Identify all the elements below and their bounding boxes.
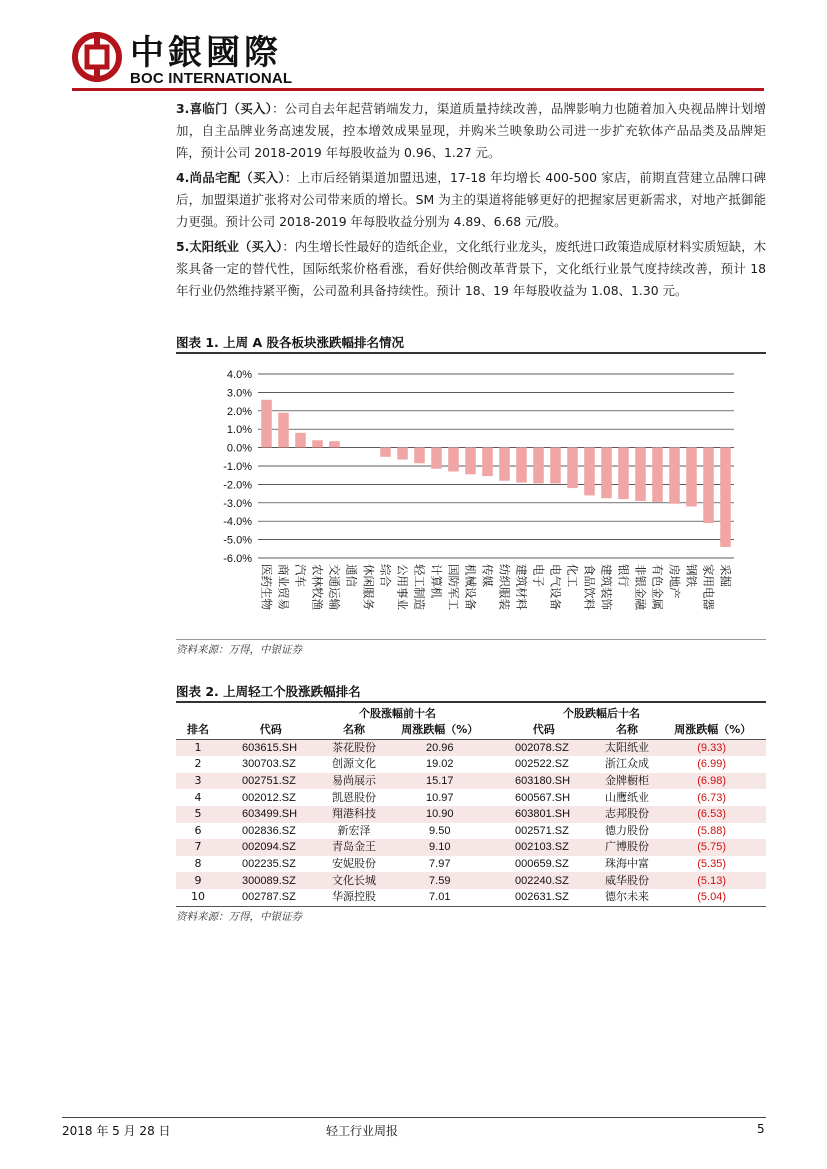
x-category-label: 休闲服务	[361, 564, 376, 610]
paragraph-shangpin	[176, 167, 766, 233]
bar-16	[533, 448, 544, 484]
bottom-code-cell: 002522.SZ	[514, 758, 569, 771]
y-tick-label: -1.0%	[223, 461, 252, 473]
bar-25	[686, 448, 697, 507]
top-change-cell: 9.50	[429, 824, 451, 837]
bottom-change-cell: (6.53)	[660, 806, 766, 823]
table-row	[176, 889, 766, 906]
x-category-label: 机械设备	[463, 564, 478, 610]
x-category-label: 通信	[344, 564, 359, 587]
bottom-change-cell: (5.35)	[697, 858, 726, 871]
paragraph-text: ：内生增长性最好的造纸企业，文化纸行业龙头，废纸进口政策造成原材料实质短缺，木浆具备一定的替代性，国际纸浆价格看涨，看好供给侧改革背景下，文化纸行业景气度持续改善，预计 18 年行业仍然维持紧平衡，公司盈利具备持续性。预计 18、19 年每股收益为 1.08、1.30 元。	[176, 239, 766, 298]
table-row	[176, 856, 766, 873]
x-category-label: 医药生物	[259, 564, 274, 610]
footer-page-number: 5	[757, 1122, 765, 1136]
top-name-cell: 新宏泽	[337, 823, 371, 837]
bottom-name-cell: 珠海中富	[604, 857, 649, 871]
bottom-name-cell: 山鹰纸业	[604, 790, 649, 804]
group-top-ten: 个股涨幅前十名	[358, 706, 436, 720]
y-tick-label: -5.0%	[223, 534, 252, 547]
paragraph-title: 5.太阳纸业（买入）	[176, 239, 283, 254]
bottom-name-cell: 德力股份	[604, 823, 649, 837]
top-change-cell: 15.17	[387, 773, 493, 790]
x-category-label: 交通运输	[327, 564, 342, 610]
bar-21	[618, 448, 629, 500]
rank-cell: 1	[176, 739, 220, 756]
table-row	[176, 756, 766, 773]
top-name-cell: 安妮股份	[332, 857, 376, 871]
bar-27	[720, 448, 731, 547]
bottom-change-cell: (6.98)	[660, 773, 766, 790]
bar-8	[397, 448, 408, 460]
col-name-bottom: 名称	[594, 722, 659, 739]
top-change-cell: 20.96	[387, 739, 493, 756]
x-category-label: 综合	[378, 564, 393, 587]
top-name-cell: 华源控股	[332, 890, 376, 904]
bottom-code-cell: 603180.SH	[493, 773, 594, 790]
bar-3	[312, 440, 323, 447]
bottom-code-cell: 002103.SZ	[493, 839, 594, 856]
x-category-label: 农林牧渔	[310, 564, 325, 610]
x-category-label: 有色金属	[650, 564, 665, 610]
table-row	[176, 789, 766, 806]
rank-cell: 4	[194, 790, 202, 804]
bar-18	[567, 448, 578, 488]
figure1-source: 资料来源：万得，中银证券	[176, 644, 302, 656]
bar-10	[431, 448, 442, 469]
top-code-cell: 002836.SZ	[242, 824, 296, 837]
x-category-label: 国防军工	[446, 564, 461, 610]
top-change-cell: 7.01	[429, 891, 451, 904]
group-bottom-ten: 个股跌幅后十名	[562, 706, 640, 720]
bottom-change-cell: (6.73)	[697, 791, 726, 804]
table-row	[176, 823, 766, 840]
top-code-cell: 603615.SH	[220, 739, 321, 756]
x-category-label: 汽车	[293, 564, 308, 587]
figure1-top-rule	[176, 352, 766, 354]
bar-23	[652, 448, 663, 502]
top-change-cell: 10.90	[387, 806, 493, 823]
header-rule	[72, 88, 764, 91]
top-code-cell: 002787.SZ	[242, 891, 296, 904]
y-tick-label: -6.0%	[223, 553, 252, 565]
chart-bars	[261, 400, 731, 547]
x-category-label: 化工	[565, 564, 580, 587]
x-category-label: 商业贸易	[276, 564, 291, 610]
bar-17	[550, 448, 561, 484]
top-name-cell: 易尚展示	[321, 773, 386, 790]
table-bottom-rule	[176, 906, 766, 907]
footer-rule	[62, 1117, 766, 1118]
bottom-code-cell: 000659.SZ	[514, 858, 569, 871]
logo-chinese-name: 中銀國際	[130, 33, 282, 73]
col-rank: 排名	[176, 722, 220, 739]
x-category-label: 家用电器	[701, 564, 716, 610]
top-code-cell: 002012.SZ	[242, 791, 296, 804]
rank-cell: 8	[194, 857, 202, 871]
bottom-code-cell: 600567.SH	[514, 791, 571, 804]
bottom-change-cell: (5.75)	[660, 839, 766, 856]
bottom-name-cell: 德尔未来	[604, 890, 649, 904]
col-code-bottom: 代码	[493, 722, 594, 739]
top-code-cell: 603499.SH	[220, 806, 321, 823]
bottom-change-cell: (5.88)	[697, 824, 726, 837]
bar-15	[516, 448, 527, 483]
table-column-header	[176, 722, 766, 739]
x-category-label: 银行	[616, 564, 631, 587]
bar-4	[329, 441, 340, 447]
y-tick-label: -2.0%	[223, 479, 252, 492]
x-category-label: 食品饮料	[582, 564, 597, 610]
stock-ranking-table	[176, 705, 766, 906]
top-change-cell: 19.02	[426, 758, 454, 771]
bar-13	[482, 448, 493, 477]
x-category-label: 纺织服装	[497, 564, 512, 610]
table-row	[176, 806, 766, 823]
footer-report-name: 轻工行业周报	[326, 1124, 399, 1138]
footer-date: 2018 年 5 月 28 日	[62, 1124, 171, 1138]
figure1-bottom-rule	[176, 639, 766, 640]
top-code-cell: 002094.SZ	[220, 839, 321, 856]
x-category-label: 房地产	[667, 564, 682, 599]
table-row	[176, 773, 766, 790]
col-pct-bottom: 周涨跌幅（%）	[660, 722, 766, 739]
bottom-name-cell: 广博股份	[594, 839, 659, 856]
col-pct-top: 周涨跌幅（%）	[387, 722, 493, 739]
bottom-name-cell: 威华股份	[594, 872, 659, 889]
rank-cell: 6	[194, 823, 202, 837]
bottom-name-cell: 太阳纸业	[594, 739, 659, 756]
rank-cell: 2	[194, 757, 202, 771]
bar-20	[601, 448, 612, 499]
top-name-cell: 创源文化	[332, 757, 376, 771]
bottom-code-cell: 002631.SZ	[514, 891, 569, 904]
bottom-name-cell: 志邦股份	[594, 806, 659, 823]
top-name-cell: 茶花股份	[321, 739, 386, 756]
bottom-code-cell: 002078.SZ	[493, 739, 594, 756]
paragraph-title: 4.尚品宅配（买入）	[176, 170, 285, 185]
figure2-top-rule	[176, 701, 766, 703]
top-name-cell: 凯恩股份	[332, 790, 376, 804]
bar-9	[414, 448, 425, 464]
top-code-cell: 300703.SZ	[242, 758, 296, 771]
boc-emblem-icon	[72, 32, 122, 82]
top-code-cell: 300089.SZ	[220, 872, 321, 889]
y-tick-label: 0.0%	[226, 442, 252, 455]
bar-2	[295, 433, 306, 448]
bar-11	[448, 448, 459, 472]
table-group-header	[176, 705, 766, 722]
top-code-cell: 002751.SZ	[220, 773, 321, 790]
paragraph-text: ：公司自去年起营销端发力，渠道质量持续改善，品牌影响力也随着加入央视品牌计划增加，自主品牌业务高速发展，控本增效成果显现，并购米兰映象助公司进一步扩充软体产品品类及品牌矩阵，预计公司 2018-2019 年每股收益为 0.96、1.27 元。	[176, 101, 766, 160]
bottom-change-cell: (5.04)	[697, 891, 726, 904]
bottom-change-cell: (6.99)	[697, 758, 726, 771]
x-category-label: 钢铁	[684, 564, 699, 587]
x-category-label: 建筑装饰	[599, 564, 614, 610]
paragraph-taiyang	[176, 236, 766, 302]
paragraph-title: 3.喜临门（买入）	[176, 101, 273, 116]
x-category-label: 电子	[531, 564, 546, 587]
rank-cell: 5	[176, 806, 220, 823]
top-name-cell: 文化长城	[321, 872, 386, 889]
top-name-cell: 翔港科技	[321, 806, 386, 823]
bar-0	[261, 400, 272, 448]
bar-19	[584, 448, 595, 496]
bar-12	[465, 448, 476, 475]
sector-bar-chart	[176, 360, 766, 640]
bar-7	[380, 448, 391, 457]
x-category-label: 传媒	[480, 564, 495, 587]
y-tick-label: -3.0%	[223, 497, 252, 510]
x-category-label: 电气设备	[548, 564, 563, 610]
bottom-name-cell: 浙江众成	[604, 757, 649, 771]
rank-cell: 10	[191, 890, 205, 904]
figure2-title: 图表 2. 上周轻工个股涨跌幅排名	[176, 684, 361, 699]
bottom-code-cell: 002571.SZ	[514, 824, 569, 837]
figure2-source: 资料来源：万得，中银证券	[176, 911, 302, 923]
chart-x-labels	[260, 564, 733, 610]
table-row	[176, 739, 766, 756]
figure1-title: 图表 1. 上周 A 股各板块涨跌幅排名情况	[176, 335, 405, 350]
top-change-cell: 9.10	[387, 839, 493, 856]
top-change-cell: 7.59	[387, 872, 493, 889]
bottom-change-cell: (9.33)	[660, 739, 766, 756]
rank-cell: 7	[176, 839, 220, 856]
x-category-label: 采掘	[718, 564, 733, 587]
y-tick-label: 4.0%	[226, 369, 252, 381]
table-row	[176, 872, 766, 889]
x-category-label: 计算机	[429, 564, 444, 599]
y-tick-label: 3.0%	[226, 387, 252, 400]
bar-24	[669, 448, 680, 504]
rank-cell: 3	[176, 773, 220, 790]
x-category-label: 建筑材料	[514, 564, 529, 610]
bottom-code-cell: 603801.SH	[493, 806, 594, 823]
y-tick-label: 2.0%	[226, 405, 252, 418]
col-name-top: 名称	[321, 722, 386, 739]
logo-english-name: BOC INTERNATIONAL	[130, 70, 293, 87]
table-row	[176, 839, 766, 856]
bar-14	[499, 448, 510, 481]
rank-cell: 9	[176, 872, 220, 889]
paragraph-text: ：上市后经销渠道加盟迅速，17-18 年均增长 400-500 家店，前期直营建立品牌口碑后，加盟渠道扩张将对公司带来质的增长。SM 为主的渠道将能够更好的把握家居更新需求，对地产抵御能力更强。预计公司 2018-2019 年每股收益分别为 4.89、6.68 元/股。	[176, 170, 766, 229]
bar-26	[703, 448, 714, 523]
bar-22	[635, 448, 646, 501]
top-change-cell: 10.97	[426, 791, 454, 804]
x-category-label: 非银金融	[633, 564, 648, 610]
bottom-code-cell: 002240.SZ	[493, 872, 594, 889]
paragraph-xilinmen	[176, 98, 766, 164]
x-category-label: 轻工制造	[412, 564, 427, 610]
top-code-cell: 002235.SZ	[242, 858, 296, 871]
top-name-cell: 青岛金王	[321, 839, 386, 856]
top-change-cell: 7.97	[429, 858, 451, 871]
col-code-top: 代码	[220, 722, 321, 739]
boc-logo	[72, 32, 312, 88]
y-tick-label: 1.0%	[226, 424, 252, 437]
x-category-label: 公用事业	[395, 564, 410, 610]
bar-1	[278, 413, 289, 448]
chart-y-axis	[223, 369, 252, 565]
bottom-name-cell: 金牌橱柜	[594, 773, 659, 790]
y-tick-label: -4.0%	[223, 516, 252, 529]
bottom-change-cell: (5.13)	[660, 872, 766, 889]
